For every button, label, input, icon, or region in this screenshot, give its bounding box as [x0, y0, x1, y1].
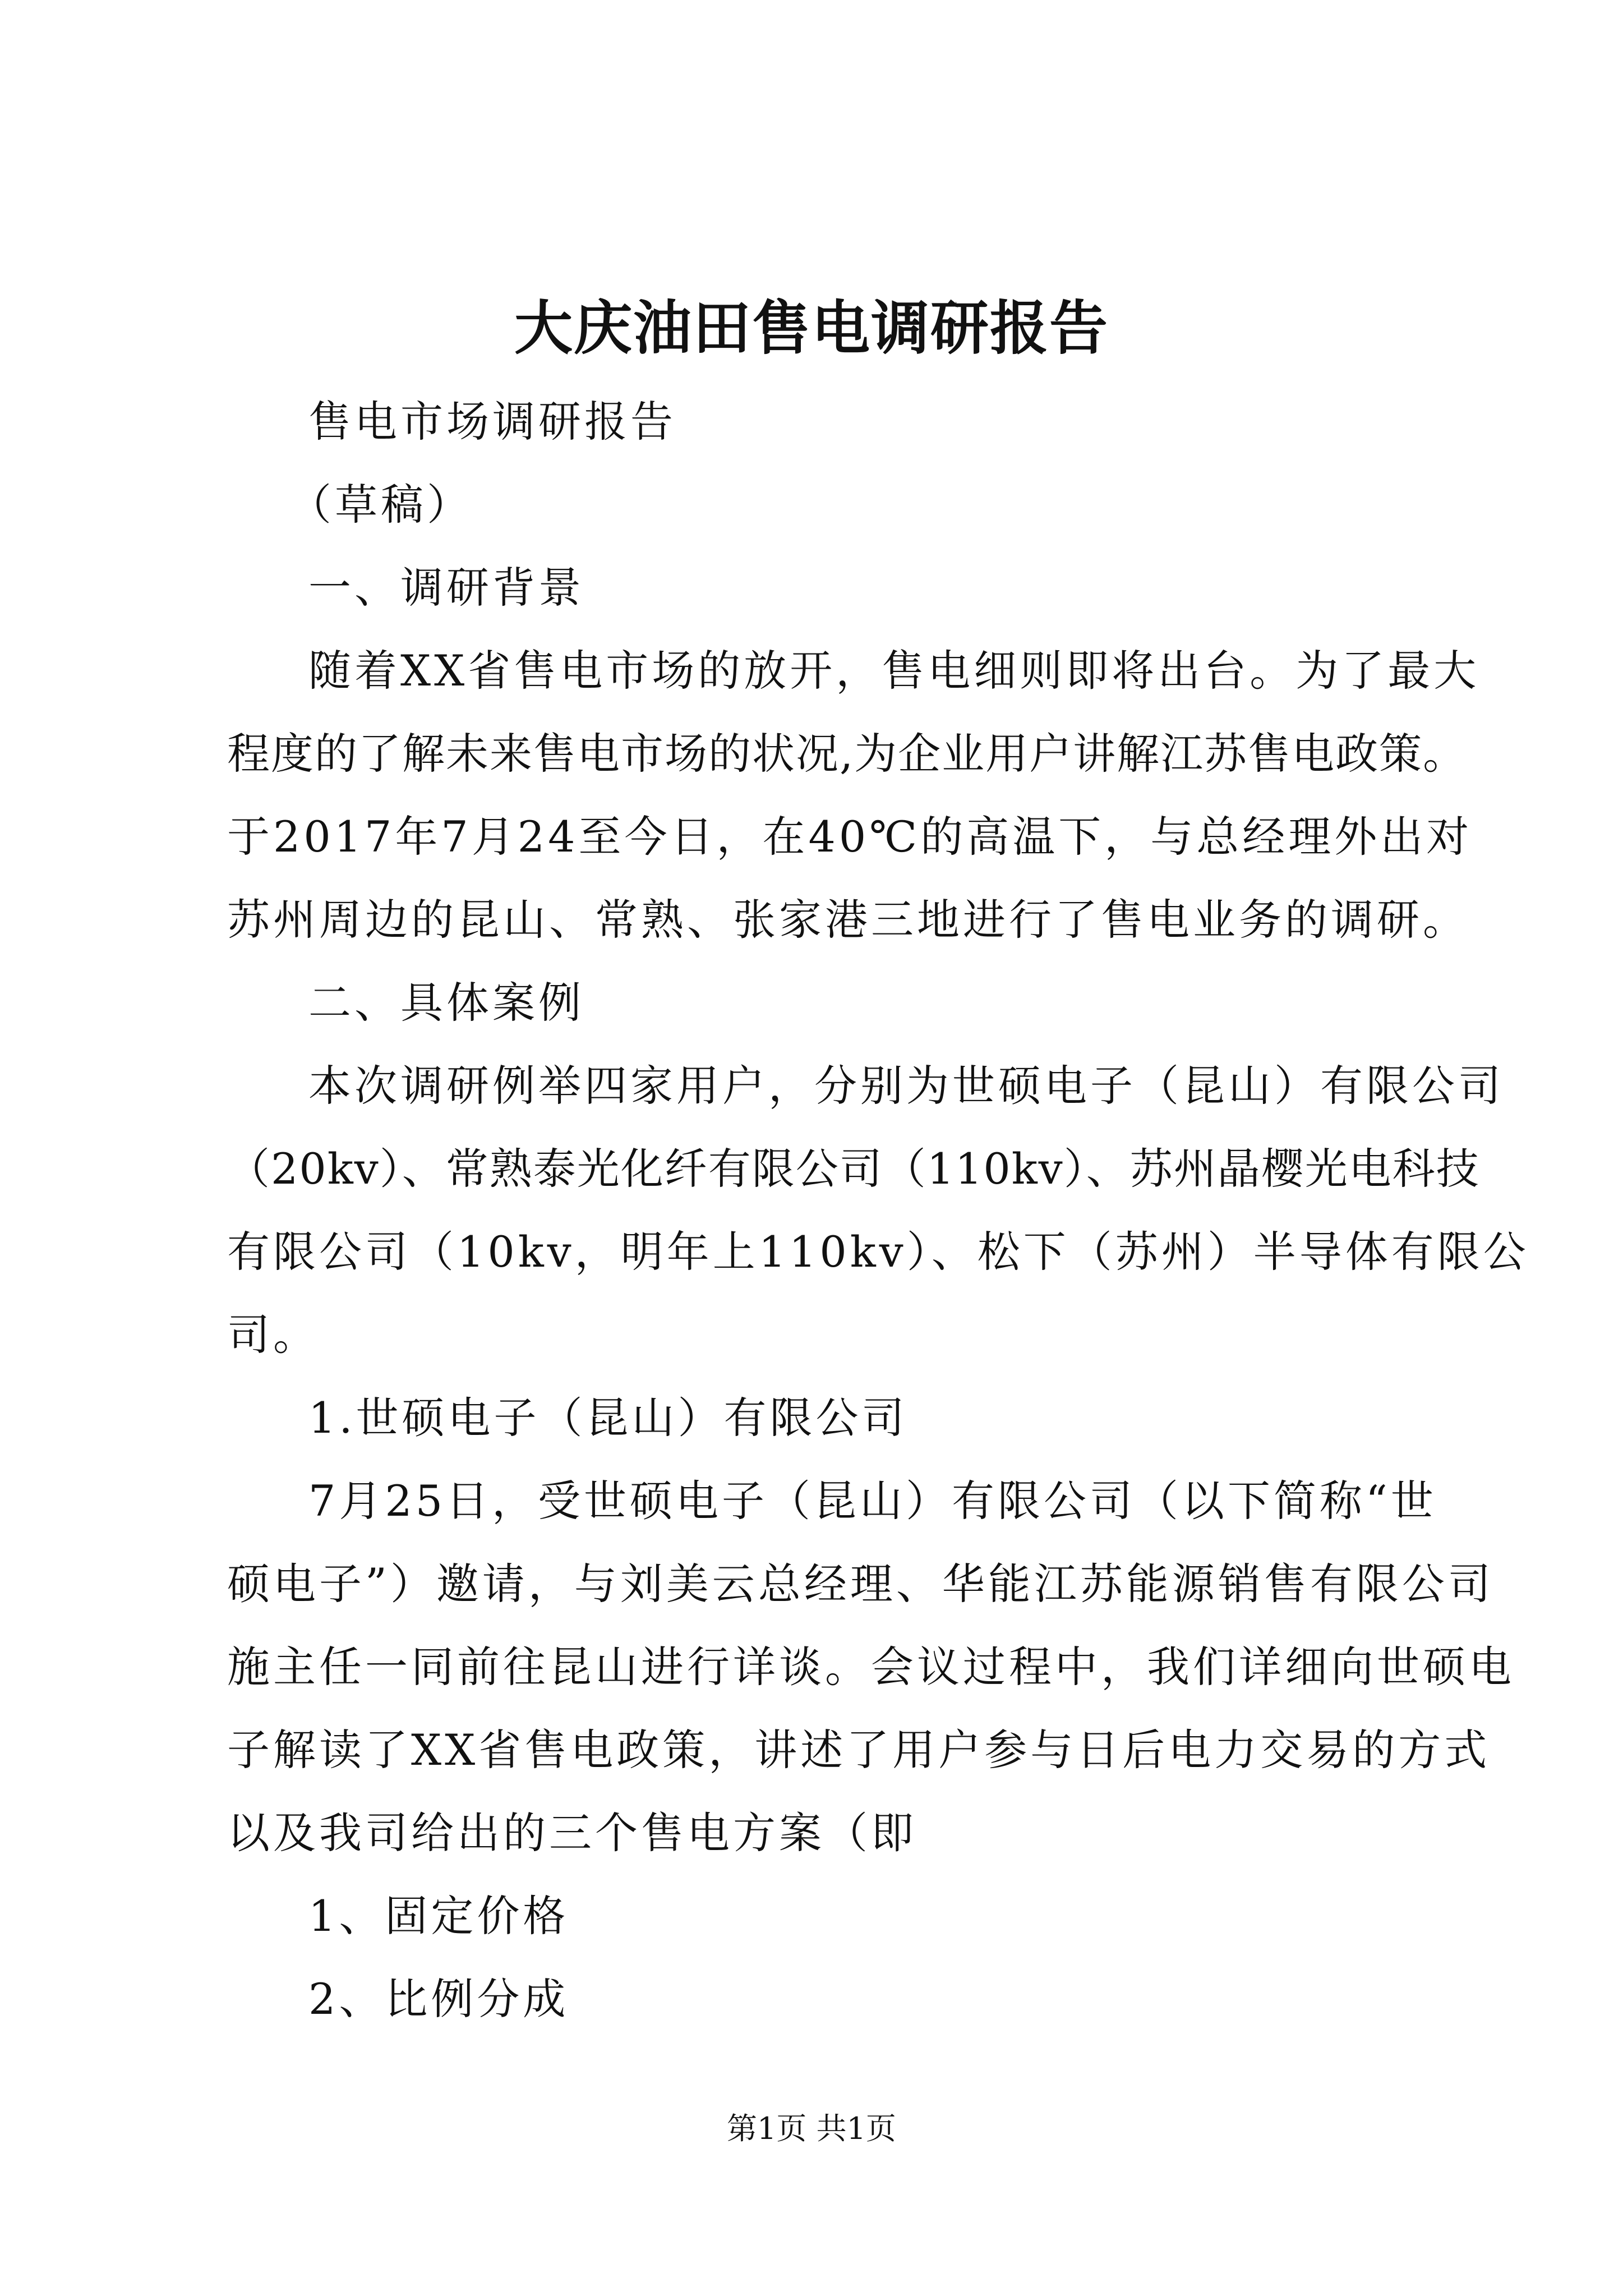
text-line: 7月25日，受世硕电子（昆山）有限公司（以下简称“世 [308, 1476, 1437, 1526]
text-line: （草稿） [289, 480, 473, 530]
text-line: 以及我司给出的三个售电方案（即 [227, 1808, 917, 1858]
text-line: 本次调研例举四家用户，分别为世硕电子（昆山）有限公司 [308, 1061, 1504, 1111]
page-footer [0, 2106, 1623, 2151]
section-heading-cases [227, 961, 1427, 1045]
text-line: 1、固定价格 [308, 1891, 569, 1941]
text-line: 子解读了XX省售电政策，讲述了用户参与日后电力交易的方式 [227, 1725, 1491, 1775]
page-total: 共1页 [816, 2111, 896, 2146]
document-title: 大庆油田售电调研报告 [514, 293, 1109, 362]
text-line: 售电市场调研报告 [308, 397, 676, 447]
paragraph-cases [227, 1045, 1529, 1377]
text-line: 司。 [227, 1310, 319, 1360]
text-line: 1.世硕电子（昆山）有限公司 [308, 1393, 908, 1443]
text-line: 于2017年7月24至今日，在40℃的高温下，与总经理外出对 [227, 812, 1473, 862]
paragraph-background [227, 629, 1480, 961]
text-line: 二、具体案例 [308, 978, 584, 1028]
text-line: 苏州周边的昆山、常熟、张家港三地进行了售电业务的调研。 [227, 895, 1469, 945]
text-line: 有限公司（10kv，明年上110kv）、松下（苏州）半导体有限公 [227, 1227, 1529, 1277]
paragraph-draft-note [227, 463, 1427, 546]
subsection-heading-shishuo [227, 1377, 1427, 1460]
list-item-fixed-price [227, 1875, 1427, 1958]
page-number: 第1页 [727, 2111, 807, 2146]
text-line: 2、比例分成 [308, 1974, 569, 2024]
document-body [227, 380, 1529, 2041]
text-line: 硕电子”）邀请，与刘美云总经理、华能江苏能源销售有限公司 [227, 1559, 1494, 1609]
text-line: 程度的了解未来售电市场的状况,为企业用户讲解江苏售电政策。 [227, 729, 1467, 779]
text-line: 随着XX省售电市场的放开，售电细则即将出台。为了最大 [308, 646, 1480, 696]
paragraph-subtitle [227, 380, 1427, 463]
text-line: （20kv）、常熟泰光化纤有限公司（110kv）、苏州晶樱光电科技 [227, 1144, 1480, 1194]
paragraph-shishuo [227, 1460, 1515, 1875]
text-line: 施主任一同前往昆山进行详谈。会议过程中，我们详细向世硕电 [227, 1642, 1515, 1692]
list-item-ratio-share [227, 1958, 1427, 2041]
section-heading-background [227, 546, 1427, 629]
text-line: 一、调研背景 [308, 563, 584, 613]
